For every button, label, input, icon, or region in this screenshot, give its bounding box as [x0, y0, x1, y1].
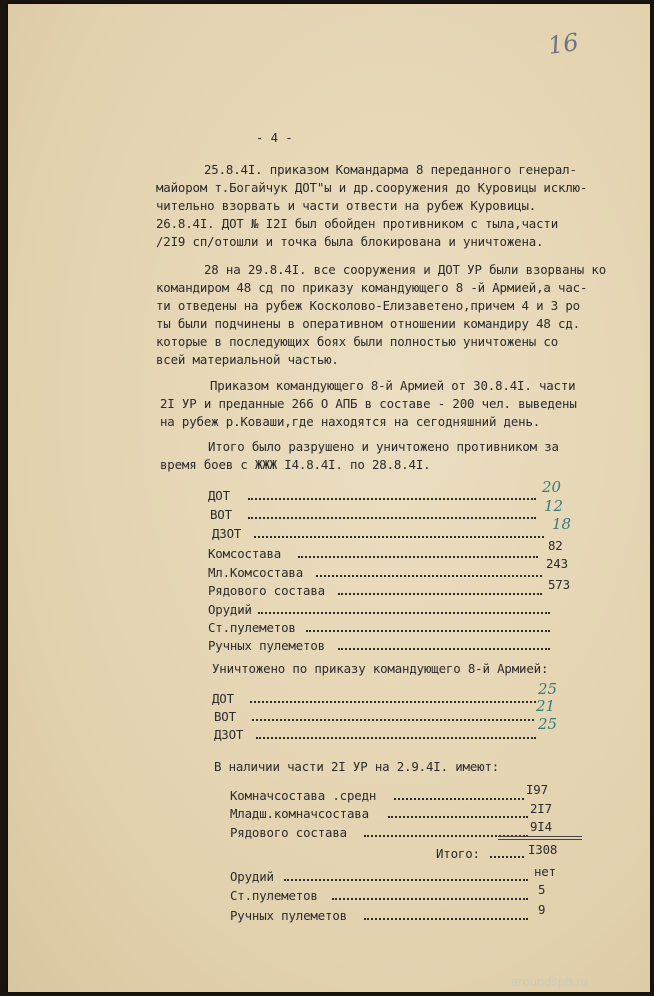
text-line: которые в последующих боях были полностью уничтожены со — [156, 334, 559, 349]
list-value-handwritten: 18 — [552, 515, 572, 533]
text-line: майором т.Богайчук ДОТ"ы и др.сооружения до Куровицы исклю- — [156, 180, 588, 195]
text-line: Итого было разрушено и уничтожено противником за — [208, 439, 559, 454]
text-line: на рубеж р.Коваши,где находятся на сегодняшний день. — [160, 414, 541, 429]
list-label: ВОТ — [210, 507, 232, 522]
leader-dots — [248, 498, 536, 500]
leader-dots — [248, 517, 536, 519]
page-number: - 4 - — [256, 130, 293, 145]
list-label: Ручных пулеметов — [230, 908, 347, 923]
text-line: ти отведены на рубеж Косколово-Елизаветено,причем 4 и 3 ро — [156, 298, 580, 313]
list-label: Ст.пулеметов — [230, 888, 318, 903]
list-value-handwritten: 25 — [538, 715, 558, 733]
list-label: ВОТ — [214, 709, 236, 724]
leader-dots — [364, 918, 528, 920]
leader-dots — [316, 575, 542, 577]
text-line: Приказом командующего 8-й Армией от 30.8.4I. части — [210, 378, 576, 393]
list-label: Рядового состава — [230, 825, 347, 840]
archive-folio-number: 16 — [546, 28, 581, 60]
leader-dots — [388, 816, 528, 818]
list-value: I97 — [526, 782, 548, 797]
leader-dots — [298, 556, 538, 558]
leader-dots — [490, 856, 524, 858]
list-label: Комсостава — [208, 546, 282, 561]
list-label: Орудий — [208, 602, 252, 617]
list-label: Младш.комначсостава — [230, 806, 369, 821]
text-line: командиром 48 сд по приказу командующего 8 -й Армией,а час- — [156, 280, 588, 295]
sum-underline — [498, 839, 582, 840]
list-value: 5 — [538, 882, 546, 897]
leader-dots — [250, 701, 536, 703]
text-line: чительно взорвать и части отвести на рубеж Куровицы. — [156, 198, 537, 213]
list-label: Комначсостава .средн — [230, 788, 377, 803]
section-heading: В наличии части 2I УР на 2.9.4I. имеют: — [214, 759, 500, 774]
list-label: ДЗОТ — [214, 727, 244, 742]
leader-dots — [252, 719, 534, 721]
total-value: I308 — [528, 842, 558, 857]
leader-dots — [284, 879, 528, 881]
leader-dots — [332, 898, 528, 900]
list-value-handwritten: 25 — [538, 680, 558, 698]
list-value: 9I4 — [530, 819, 552, 834]
list-value: нет — [534, 864, 556, 879]
list-value: 573 — [548, 577, 570, 592]
list-value: 243 — [546, 556, 568, 571]
list-value: 82 — [548, 538, 563, 553]
text-line: /2I9 сп/отошли и точка была блокирована и уничтожена. — [156, 234, 544, 249]
leader-dots — [338, 648, 550, 650]
list-label: ДЗОТ — [212, 526, 242, 541]
list-value: 9 — [538, 902, 546, 917]
leader-dots — [258, 612, 550, 614]
text-line: время боев с ЖЖЖ I4.8.4I. по 28.8.4I. — [160, 457, 431, 472]
list-value: 2I7 — [530, 801, 552, 816]
list-label: Ручных пулеметов — [208, 638, 325, 653]
section-heading: Уничтожено по приказу командующего 8-й Армией: — [212, 661, 549, 676]
leader-dots — [306, 630, 550, 632]
sum-underline — [498, 836, 582, 837]
text-line: 28 на 29.8.4I. все сооружения и ДОТ УР были взорваны ко — [204, 262, 607, 277]
document-page — [8, 4, 650, 992]
text-line: ты были подчинены в оперативном отношении командиру 48 сд. — [156, 316, 580, 331]
text-line: 2I УР и преданные 266 О АПБ в составе - 200 чел. выведены — [160, 396, 577, 411]
list-label: ДОТ — [212, 691, 234, 706]
list-value-handwritten: 20 — [542, 478, 562, 496]
text-line: 26.8.4I. ДОТ № I2I был обойден противником с тыла,части — [156, 216, 559, 231]
text-line: всей материальной частью. — [156, 352, 339, 367]
text-line: 25.8.4I. приказом Командарма 8 переданного генерал- — [204, 162, 577, 177]
total-label: Итого: — [436, 846, 480, 861]
list-value-handwritten: 12 — [544, 497, 564, 515]
list-value-handwritten: 21 — [536, 697, 556, 715]
leader-dots — [256, 737, 536, 739]
list-label: Орудий — [230, 869, 274, 884]
leader-dots — [338, 593, 542, 595]
watermark: aroundspb.ru — [511, 974, 588, 989]
list-label: Рядового состава — [208, 583, 325, 598]
leader-dots — [394, 798, 524, 800]
list-label: Мл.Комсостава — [208, 565, 304, 580]
list-label: Ст.пулеметов — [208, 620, 296, 635]
leader-dots — [254, 536, 544, 538]
list-label: ДОТ — [208, 488, 230, 503]
